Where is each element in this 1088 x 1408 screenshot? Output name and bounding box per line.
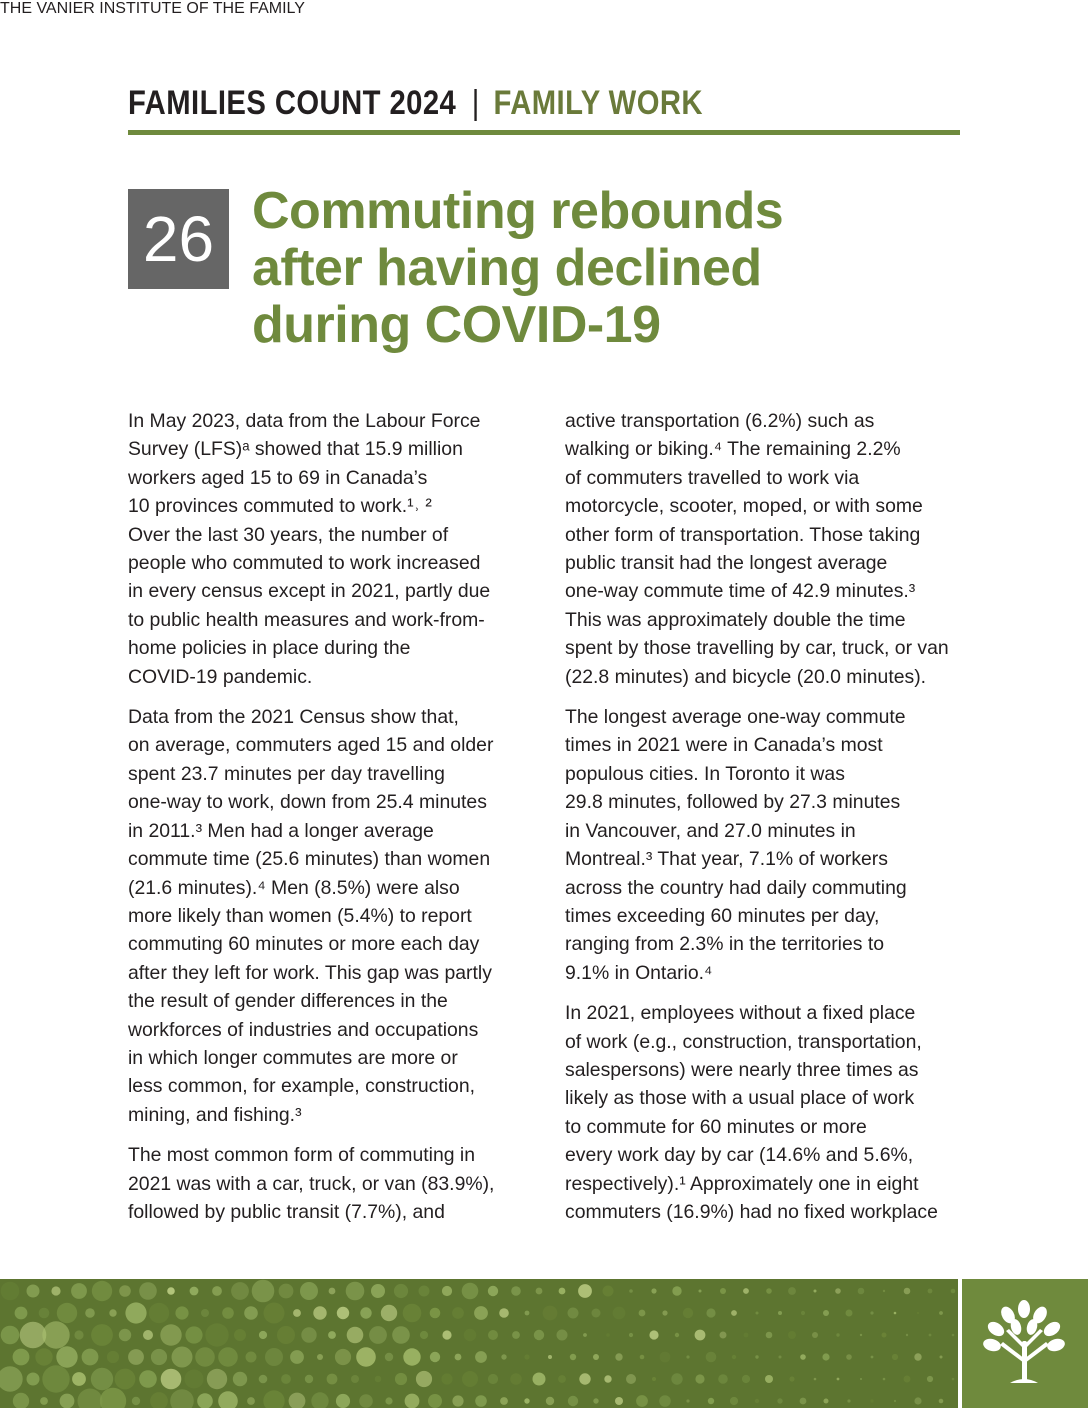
text-line: in 2011.³ Men had a longer average	[128, 819, 434, 842]
text-line: of commuters travelled to work via	[565, 466, 860, 489]
text-line: in Vancouver, and 27.0 minutes in	[565, 819, 856, 842]
text-line: Data from the 2021 Census show that,	[128, 706, 459, 729]
running-header	[128, 80, 844, 126]
text-line: across the country had daily commuting	[565, 876, 907, 899]
section-title: FAMILY WORK	[493, 83, 703, 122]
text-line: spent 23.7 minutes per day travelling	[128, 762, 445, 785]
text-line: to commute for 60 minutes or more	[565, 1115, 867, 1138]
article-number: 26	[128, 189, 229, 289]
text-line: the result of gender differences in the	[128, 990, 448, 1013]
text-line: to public health measures and work-from-	[128, 608, 485, 631]
text-line: home policies in place during the	[128, 637, 411, 660]
text-line: in every census except in 2021, partly due	[128, 580, 491, 603]
header-rule	[128, 130, 960, 135]
organization-name: THE VANIER INSTITUTE OF THE FAMILY	[0, 0, 305, 17]
text-line: one-way to work, down from 25.4 minutes	[128, 791, 487, 814]
text-line: people who commuted to work increased	[128, 552, 481, 575]
text-line: likely as those with a usual place of work	[565, 1087, 915, 1110]
text-line: times in 2021 were in Canada’s most	[565, 734, 883, 757]
text-line: times exceeding 60 minutes per day,	[565, 904, 880, 927]
text-line: commuting 60 minutes or more each day	[128, 933, 480, 956]
text-line: workforces of industries and occupations	[128, 1018, 479, 1041]
text-line: (22.8 minutes) and bicycle (20.0 minutes).	[565, 665, 927, 688]
text-line: every work day by car (14.6% and 5.6%,	[565, 1144, 914, 1167]
text-line: 2021 was with a car, truck, or van (83.9%),	[128, 1172, 495, 1195]
text-line: followed by public transit (7.7%), and	[128, 1200, 445, 1223]
series-title: FAMILIES COUNT 2024	[128, 83, 457, 122]
text-line: less common, for example, construction,	[128, 1075, 476, 1098]
text-line: 9.1% in Ontario.⁴	[565, 961, 713, 984]
text-line: In 2021, employees without a fixed place	[565, 1002, 916, 1025]
text-line: This was approximately double the time	[565, 608, 906, 631]
text-line: in which longer commutes are more or	[128, 1046, 458, 1069]
text-line: COVID-19 pandemic.	[128, 665, 313, 688]
text-line: spent by those travelling by car, truck, or van	[565, 637, 949, 660]
text-line: 29.8 minutes, followed by 27.3 minutes	[565, 791, 901, 814]
text-line: workers aged 15 to 69 in Canada’s	[128, 466, 428, 489]
text-line: Survey (LFS)ᵃ showed that 15.9 million	[128, 438, 463, 461]
text-line: more likely than women (5.4%) to report	[128, 904, 472, 927]
text-line: salespersons) were nearly three times as	[565, 1058, 919, 1081]
text-line: one-way commute time of 42.9 minutes.³	[565, 580, 916, 603]
body-paragraph	[128, 703, 528, 1129]
title-line: Commuting rebounds	[252, 182, 784, 240]
text-line: 10 provinces commuted to work.¹˒ ²	[128, 495, 432, 518]
title-line: during COVID-19	[252, 296, 661, 354]
text-line: In May 2023, data from the Labour Force	[128, 410, 481, 432]
text-line: commuters (16.9%) had no fixed workplace	[565, 1200, 938, 1223]
text-line: (21.6 minutes).⁴ Men (8.5%) were also	[128, 876, 460, 899]
tree-icon	[962, 1279, 1088, 1408]
title-line: after having declined	[252, 239, 762, 297]
article-title	[252, 183, 872, 354]
text-line: Over the last 30 years, the number of	[128, 523, 449, 546]
text-line: respectively).¹ Approximately one in eight	[565, 1172, 919, 1195]
footer-band	[0, 1279, 1088, 1408]
right-column	[565, 407, 965, 1238]
text-line: walking or biking.⁴ The remaining 2.2%	[565, 438, 901, 461]
text-line: of work (e.g., construction, transportation,	[565, 1030, 922, 1053]
text-line: after they left for work. This gap was partly	[128, 961, 492, 984]
text-line: commute time (25.6 minutes) than women	[128, 848, 491, 871]
left-column	[128, 407, 528, 1238]
body-paragraph	[128, 1141, 528, 1226]
body-paragraph	[128, 407, 528, 691]
text-line: The longest average one-way commute	[565, 706, 906, 729]
text-line: other form of transportation. Those taking	[565, 523, 921, 546]
text-line: ranging from 2.3% in the territories to	[565, 933, 885, 956]
dot-pattern	[0, 1279, 960, 1408]
text-line: Montreal.³ That year, 7.1% of workers	[565, 848, 888, 871]
text-line: public transit had the longest average	[565, 552, 888, 575]
text-line: populous cities. In Toronto it was	[565, 762, 845, 785]
body-paragraph	[565, 703, 965, 987]
body-paragraph	[565, 407, 965, 691]
logo-panel	[962, 1279, 1088, 1408]
body-paragraph	[565, 999, 965, 1226]
text-line: mining, and fishing.³	[128, 1103, 302, 1126]
text-line: on average, commuters aged 15 and older	[128, 734, 494, 757]
header-separator: |	[471, 83, 480, 122]
text-line: active transportation (6.2%) such as	[565, 410, 875, 432]
text-line: motorcycle, scooter, moped, or with some	[565, 495, 923, 518]
text-line: The most common form of commuting in	[128, 1144, 475, 1167]
